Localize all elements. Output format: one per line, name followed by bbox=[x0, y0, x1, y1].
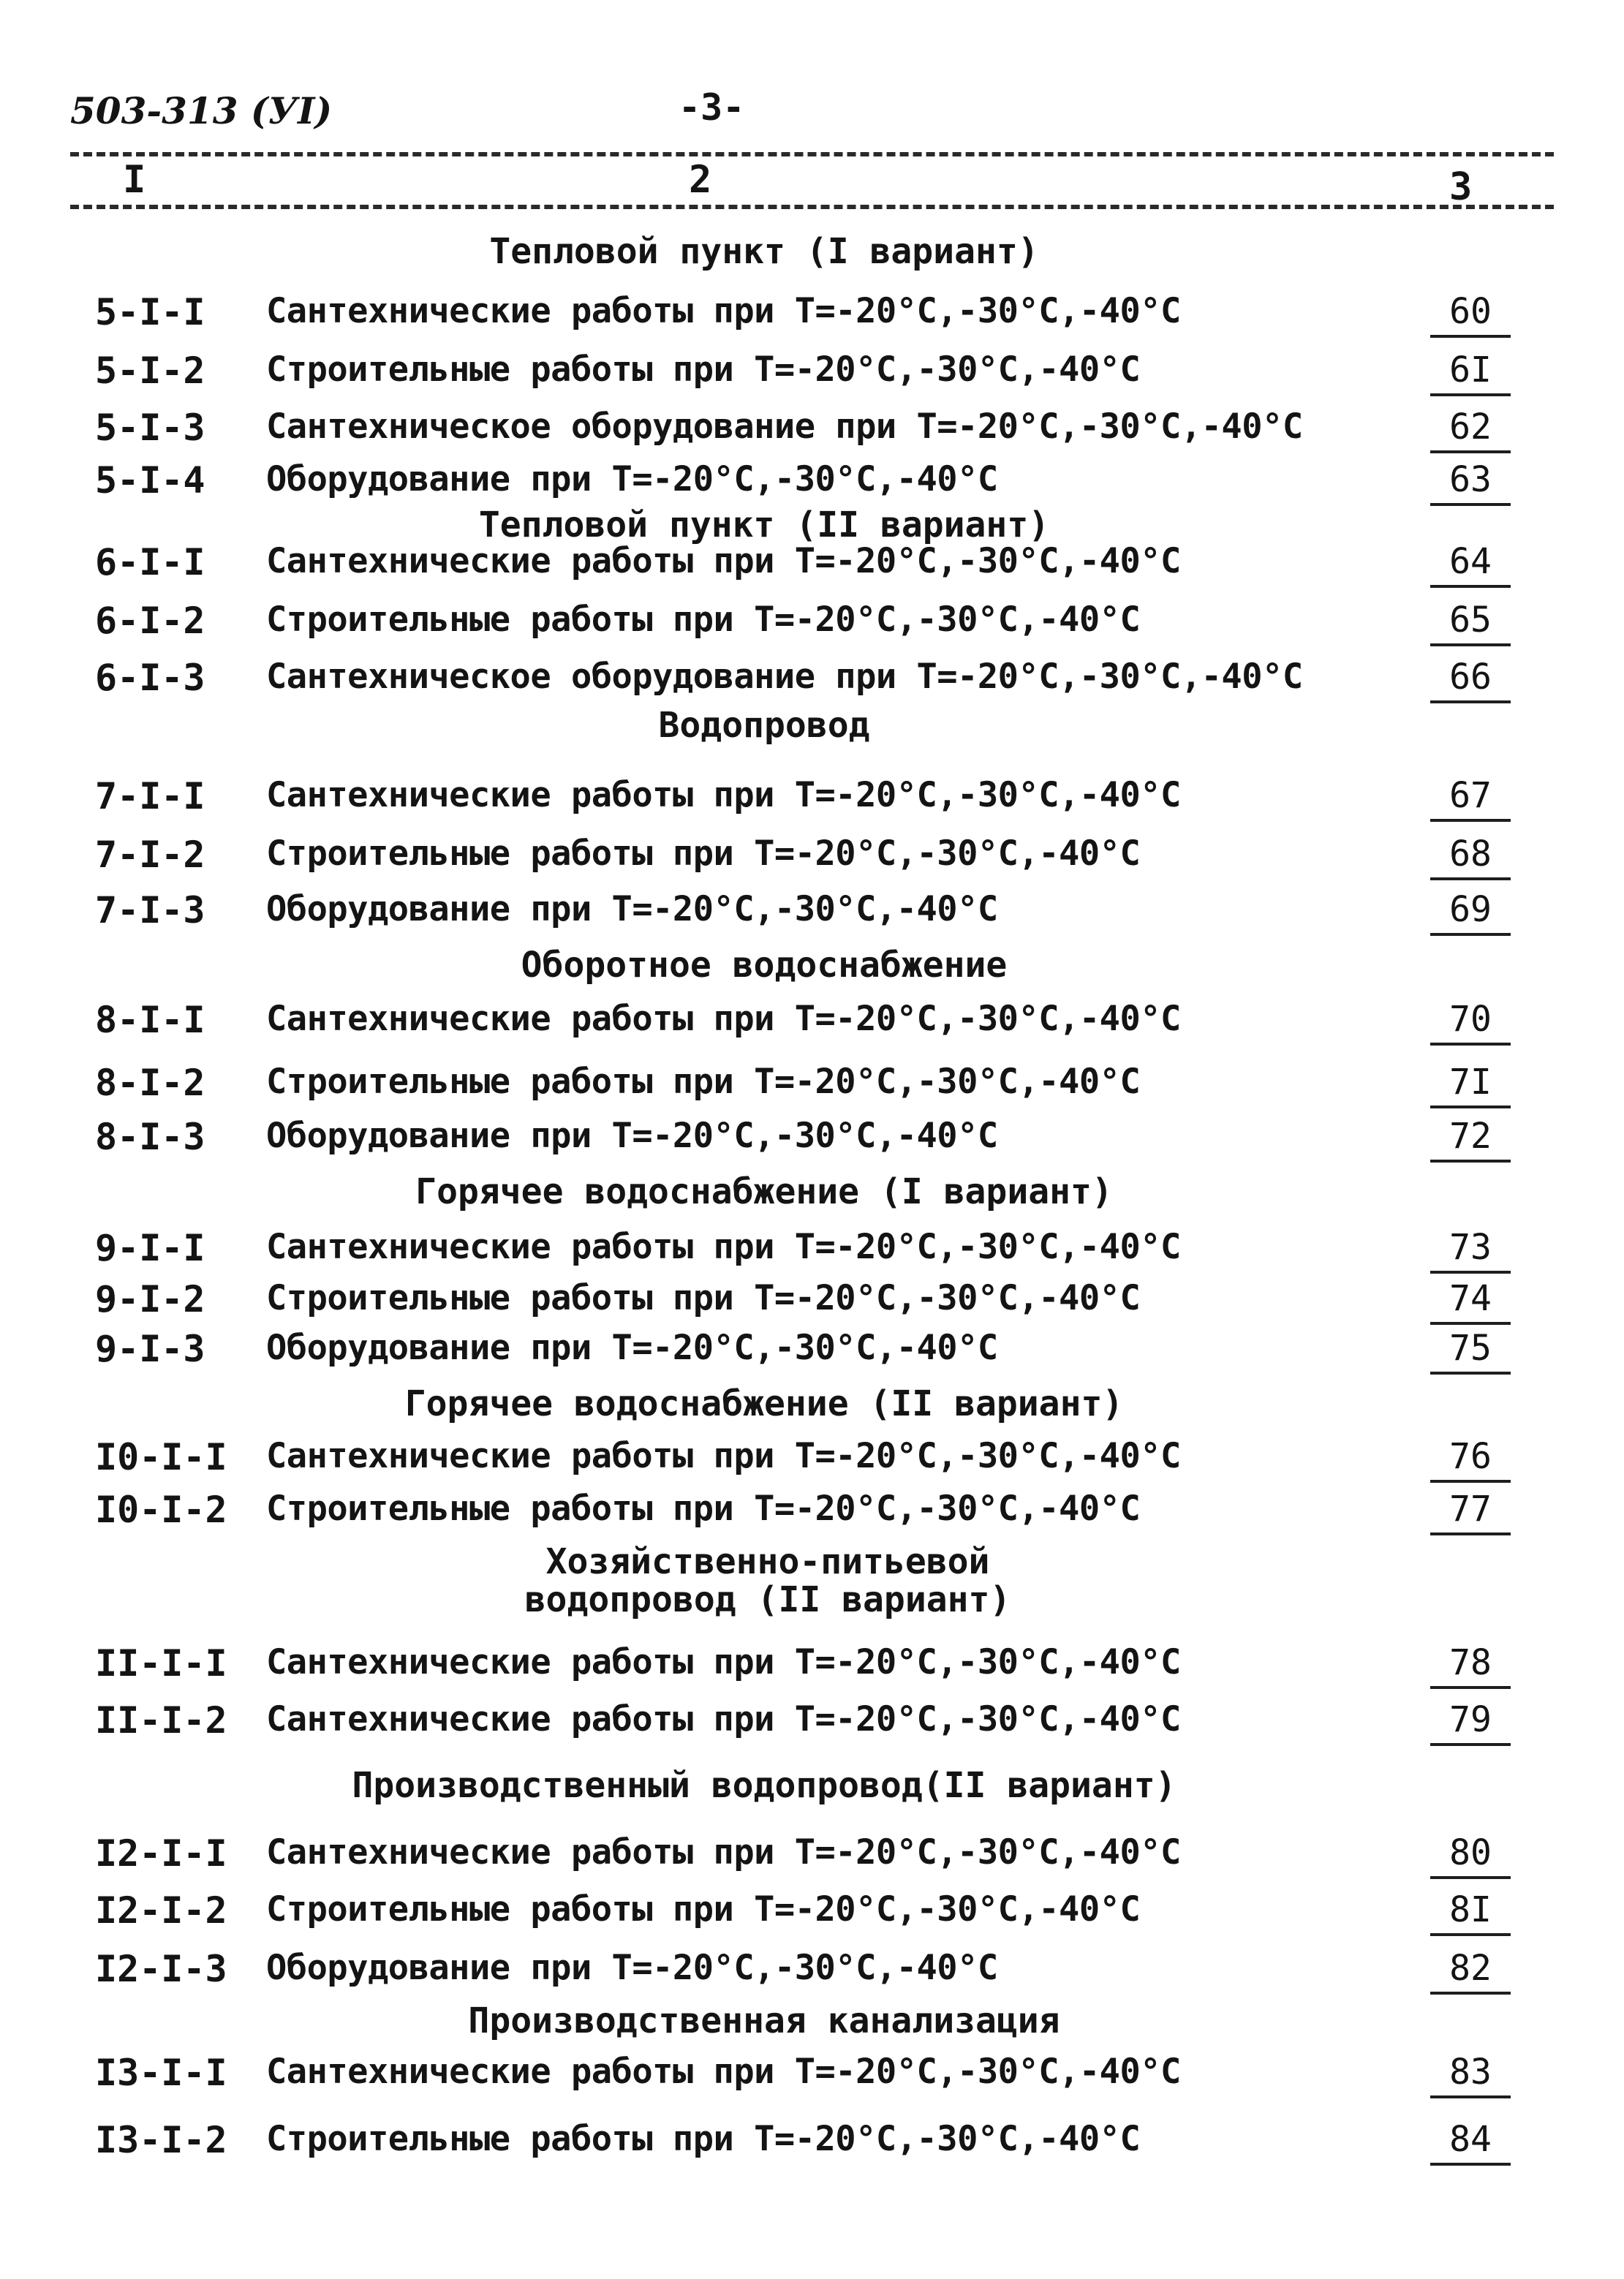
row-page: 74 bbox=[1430, 1278, 1511, 1325]
row-description: Строительные работы при Т=-20°С,-30°С,-40°С bbox=[266, 349, 1141, 390]
row-description: Строительные работы при Т=-20°С,-30°С,-40°С bbox=[266, 834, 1141, 874]
section-heading: Водопровод bbox=[658, 705, 870, 746]
row-description: Строительные работы при Т=-20°С,-30°С,-40°С bbox=[266, 1062, 1141, 1102]
row-page: 72 bbox=[1430, 1116, 1511, 1163]
row-page: 63 bbox=[1430, 459, 1511, 506]
table-row bbox=[0, 999, 1624, 1043]
table-row bbox=[0, 1699, 1624, 1743]
table-row bbox=[0, 1278, 1624, 1322]
table-row bbox=[0, 541, 1624, 585]
row-page: 78 bbox=[1430, 1642, 1511, 1689]
row-code: I3-I-I bbox=[95, 2052, 227, 2094]
row-code: 6-I-2 bbox=[95, 600, 205, 642]
row-code: I3-I-2 bbox=[95, 2119, 227, 2161]
table-row bbox=[0, 1436, 1624, 1480]
section-heading: Производственный водопровод(II вариант) bbox=[352, 1765, 1177, 1806]
row-code: I2-I-2 bbox=[95, 1889, 227, 1932]
section-heading: Производственная канализация bbox=[468, 2000, 1060, 2041]
row-description: Оборудование при Т=-20°С,-30°С,-40°С bbox=[266, 1116, 998, 1156]
row-page: 75 bbox=[1430, 1328, 1511, 1375]
row-code: 9-I-3 bbox=[95, 1328, 205, 1370]
row-page: 76 bbox=[1430, 1436, 1511, 1483]
row-code: I0-I-2 bbox=[95, 1489, 227, 1531]
row-page: 62 bbox=[1430, 407, 1511, 453]
row-code: 5-I-2 bbox=[95, 349, 205, 392]
row-page: 6I bbox=[1430, 349, 1511, 396]
table-row bbox=[0, 1489, 1624, 1532]
table-row bbox=[0, 775, 1624, 819]
column-header-2: 2 bbox=[689, 158, 712, 202]
table-row bbox=[0, 2119, 1624, 2163]
row-code: I0-I-I bbox=[95, 1436, 227, 1478]
row-description: Сантехническое оборудование при Т=-20°С,-30°С,-40°С bbox=[266, 657, 1303, 697]
row-page: 7I bbox=[1430, 1062, 1511, 1108]
row-description: Сантехнические работы при Т=-20°С,-30°С,-40°С bbox=[266, 291, 1181, 331]
row-page: 83 bbox=[1430, 2052, 1511, 2098]
table-row bbox=[0, 349, 1624, 393]
row-description: Сантехнические работы при Т=-20°С,-30°С,-40°С bbox=[266, 541, 1181, 581]
row-description: Сантехнические работы при Т=-20°С,-30°С,-40°С bbox=[266, 2052, 1181, 2092]
row-code: I2-I-I bbox=[95, 1832, 227, 1875]
row-page: 66 bbox=[1430, 657, 1511, 703]
table-row bbox=[0, 407, 1624, 450]
table-row bbox=[0, 1948, 1624, 1992]
row-description: Строительные работы при Т=-20°С,-30°С,-40°С bbox=[266, 2119, 1141, 2159]
row-page: 65 bbox=[1430, 600, 1511, 646]
table-row bbox=[0, 1062, 1624, 1106]
row-description: Строительные работы при Т=-20°С,-30°С,-40°С bbox=[266, 600, 1141, 640]
row-page: 82 bbox=[1430, 1948, 1511, 1995]
table-row bbox=[0, 600, 1624, 643]
table-row bbox=[0, 2052, 1624, 2095]
table-row bbox=[0, 834, 1624, 877]
row-code: II-I-I bbox=[95, 1642, 227, 1685]
table-row bbox=[0, 1116, 1624, 1160]
row-description: Сантехническое оборудование при Т=-20°С,-30°С,-40°С bbox=[266, 407, 1303, 447]
document-code: 503-313 (УI) bbox=[70, 89, 333, 132]
table-row bbox=[0, 1227, 1624, 1271]
row-code: 7-I-2 bbox=[95, 834, 205, 876]
column-header-3: 3 bbox=[1449, 165, 1473, 209]
section-heading: Хозяйственно-питьевой водопровод (II вариант) bbox=[524, 1541, 1011, 1620]
section-heading: Горячее водоснабжение (II вариант) bbox=[404, 1383, 1124, 1424]
row-description: Сантехнические работы при Т=-20°С,-30°С,-40°С bbox=[266, 1642, 1181, 1682]
section-heading: Тепловой пункт (I вариант) bbox=[489, 231, 1039, 272]
row-code: 7-I-3 bbox=[95, 889, 205, 931]
row-description: Сантехнические работы при Т=-20°С,-30°С,-40°С bbox=[266, 1832, 1181, 1872]
page-number: -3- bbox=[679, 86, 745, 129]
header-rule-top bbox=[70, 152, 1554, 156]
row-description: Оборудование при Т=-20°С,-30°С,-40°С bbox=[266, 1328, 998, 1368]
row-description: Строительные работы при Т=-20°С,-30°С,-40°С bbox=[266, 1889, 1141, 1930]
row-code: 8-I-3 bbox=[95, 1116, 205, 1158]
row-description: Сантехнические работы при Т=-20°С,-30°С,-40°С bbox=[266, 1699, 1181, 1739]
row-description: Строительные работы при Т=-20°С,-30°С,-40°С bbox=[266, 1489, 1141, 1529]
table-row bbox=[0, 1642, 1624, 1686]
table-row bbox=[0, 657, 1624, 700]
row-page: 84 bbox=[1430, 2119, 1511, 2166]
row-page: 64 bbox=[1430, 541, 1511, 588]
row-page: 68 bbox=[1430, 834, 1511, 880]
section-heading: Тепловой пункт (II вариант) bbox=[478, 504, 1050, 545]
row-code: 7-I-I bbox=[95, 775, 205, 817]
column-header-1: I bbox=[123, 158, 146, 202]
table-row bbox=[0, 459, 1624, 503]
table-row bbox=[0, 1832, 1624, 1876]
row-description: Оборудование при Т=-20°С,-30°С,-40°С bbox=[266, 889, 998, 929]
row-description: Сантехнические работы при Т=-20°С,-30°С,-40°С bbox=[266, 1227, 1181, 1267]
row-code: 8-I-I bbox=[95, 999, 205, 1041]
row-page: 70 bbox=[1430, 999, 1511, 1046]
row-page: 60 bbox=[1430, 291, 1511, 338]
row-code: 5-I-4 bbox=[95, 459, 205, 502]
table-row bbox=[0, 1328, 1624, 1372]
row-code: 8-I-2 bbox=[95, 1062, 205, 1104]
section-heading: Горячее водоснабжение (I вариант) bbox=[415, 1171, 1113, 1212]
row-code: 6-I-3 bbox=[95, 657, 205, 699]
row-code: 6-I-I bbox=[95, 541, 205, 583]
row-page: 80 bbox=[1430, 1832, 1511, 1879]
row-description: Сантехнические работы при Т=-20°С,-30°С,-40°С bbox=[266, 1436, 1181, 1476]
table-row bbox=[0, 889, 1624, 933]
row-code: 9-I-I bbox=[95, 1227, 205, 1269]
row-description: Строительные работы при Т=-20°С,-30°С,-40°С bbox=[266, 1278, 1141, 1318]
header-rule-bottom bbox=[70, 205, 1554, 209]
row-page: 8I bbox=[1430, 1889, 1511, 1936]
table-row bbox=[0, 1889, 1624, 1933]
row-description: Оборудование при Т=-20°С,-30°С,-40°С bbox=[266, 459, 998, 499]
row-code: 5-I-I bbox=[95, 291, 205, 333]
row-code: I2-I-3 bbox=[95, 1948, 227, 1990]
section-heading: Оборотное водоснабжение bbox=[521, 945, 1008, 986]
row-description: Оборудование при Т=-20°С,-30°С,-40°С bbox=[266, 1948, 998, 1988]
row-page: 73 bbox=[1430, 1227, 1511, 1274]
row-description: Сантехнические работы при Т=-20°С,-30°С,-40°С bbox=[266, 775, 1181, 815]
row-page: 67 bbox=[1430, 775, 1511, 822]
row-code: 5-I-3 bbox=[95, 407, 205, 449]
row-code: II-I-2 bbox=[95, 1699, 227, 1742]
row-code: 9-I-2 bbox=[95, 1278, 205, 1320]
row-page: 69 bbox=[1430, 889, 1511, 936]
row-page: 77 bbox=[1430, 1489, 1511, 1535]
row-description: Сантехнические работы при Т=-20°С,-30°С,-40°С bbox=[266, 999, 1181, 1039]
row-page: 79 bbox=[1430, 1699, 1511, 1746]
table-row bbox=[0, 291, 1624, 335]
